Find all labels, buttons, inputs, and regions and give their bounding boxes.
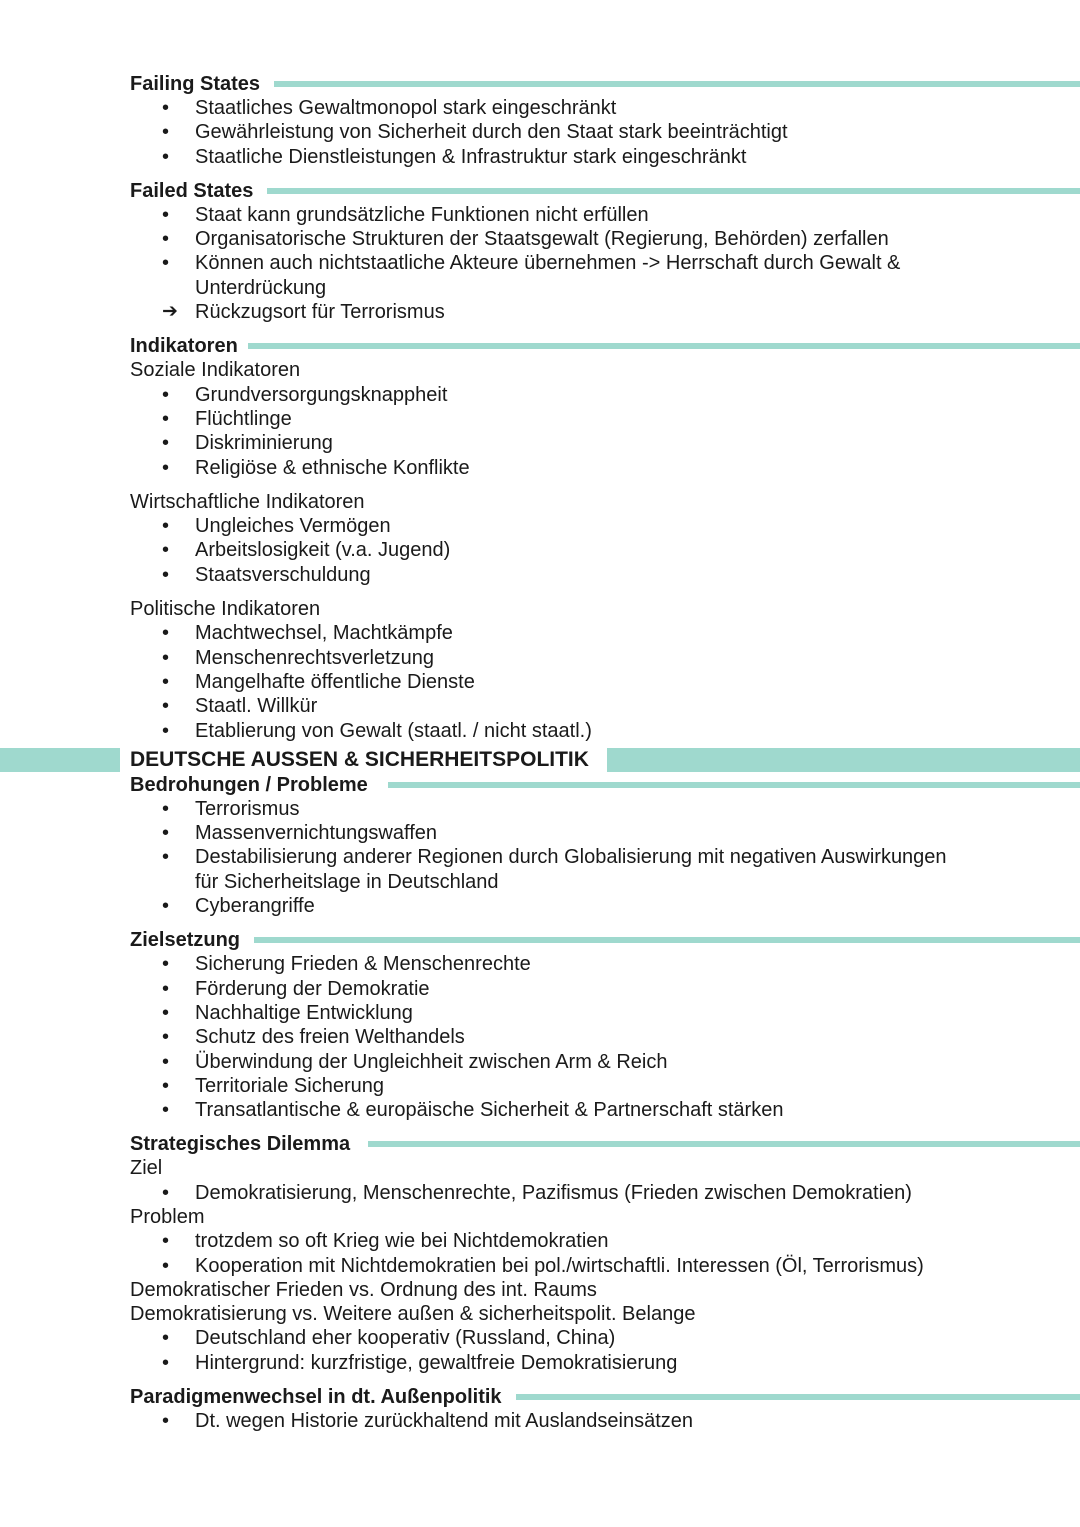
list-zielsetzung [0, 952, 1080, 1122]
list-item: • Demokratisierung, Menschenrechte, Pazifismus (Frieden zwischen Demokratien) [0, 1181, 1080, 1205]
list-item: • Territoriale Sicherung [0, 1074, 1080, 1098]
list-paradigmenwechsel [0, 1409, 1080, 1433]
list-item: • Überwindung der Ungleichheit zwischen Arm & Reich [0, 1050, 1080, 1074]
section-rule-right [607, 748, 1080, 772]
list-item: • Förderung der Demokratie [0, 977, 1080, 1001]
heading-failing-states: Failing States [0, 72, 1080, 96]
heading-rule [368, 1141, 1080, 1147]
list-failing-states [0, 96, 1080, 169]
list-item: • Mangelhafte öffentliche Dienste [0, 670, 1080, 694]
list-item: • Menschenrechtsverletzung [0, 646, 1080, 670]
list-item: • Schutz des freien Welthandels [0, 1025, 1080, 1049]
subheading-wirtschaftliche: Wirtschaftliche Indikatoren [130, 490, 365, 513]
heading-rule [516, 1394, 1080, 1400]
heading-paradigmenwechsel: Paradigmenwechsel in dt. Außenpolitik [0, 1385, 1080, 1409]
list-failed-states [0, 203, 1080, 324]
heading-failed-states: Failed States [0, 179, 1080, 203]
list-item: • Transatlantische & europäische Sicherheit & Partnerschaft stärken [0, 1098, 1080, 1122]
text-line: Demokratischer Frieden vs. Ordnung des int. Raums [130, 1278, 597, 1301]
heading-rule [388, 782, 1080, 788]
list-politische [0, 621, 1080, 742]
list-item: • Staatliches Gewaltmonopol stark eingeschränkt [0, 96, 1080, 120]
list-item: • Dt. wegen Historie zurückhaltend mit Auslandseinsätzen [0, 1409, 1080, 1433]
heading-rule [248, 343, 1080, 349]
heading-indikatoren: Indikatoren [0, 334, 1080, 358]
list-item: • Destabilisierung anderer Regionen durch Globalisierung mit negativen Auswirkungen für Sicherheitslage in Deutschland [0, 845, 1080, 894]
list-item: • Sicherung Frieden & Menschenrechte [0, 952, 1080, 976]
subheading-soziale: Soziale Indikatoren [130, 359, 301, 382]
heading-bedrohungen: Bedrohungen / Probleme [0, 773, 1080, 797]
heading-zielsetzung: Zielsetzung [0, 928, 1080, 952]
list-line2 [0, 1326, 1080, 1375]
list-ziel [0, 1181, 1080, 1205]
list-item: • Nachhaltige Entwicklung [0, 1001, 1080, 1025]
list-item: • Etablierung von Gewalt (staatl. / nicht staatl.) [0, 719, 1080, 743]
document-page [0, 72, 1080, 1433]
list-item: • Staatsverschuldung [0, 563, 1080, 587]
list-item: • Deutschland eher kooperativ (Russland, China) [0, 1326, 1080, 1350]
text-line: Demokratisierung vs. Weitere außen & sicherheitspolit. Belange [130, 1303, 696, 1326]
arrow-conclusion: ➔ Rückzugsort für Terrorismus [0, 300, 1080, 324]
heading-dilemma: Strategisches Dilemma [0, 1132, 1080, 1156]
list-item: • Gewährleistung von Sicherheit durch den Staat stark beeinträchtigt [0, 120, 1080, 144]
list-item: • Organisatorische Strukturen der Staatsgewalt (Regierung, Behörden) zerfallen [0, 227, 1080, 251]
heading-rule [254, 937, 1080, 943]
list-item: • trotzdem so oft Krieg wie bei Nichtdemokratien [0, 1229, 1080, 1253]
list-item: • Cyberangriffe [0, 894, 1080, 918]
label-problem: Problem [130, 1205, 205, 1228]
list-item: • Staatliche Dienstleistungen & Infrastruktur stark eingeschränkt [0, 145, 1080, 169]
list-item: • Diskriminierung [0, 431, 1080, 455]
list-item: • Machtwechsel, Machtkämpfe [0, 621, 1080, 645]
list-item: • Hintergrund: kurzfristige, gewaltfreie Demokratisierung [0, 1351, 1080, 1375]
list-soziale [0, 383, 1080, 480]
label-ziel: Ziel [130, 1157, 163, 1180]
section-rule-left [0, 748, 120, 772]
section-heading: DEUTSCHE AUSSEN & SICHERHEITSPOLITIK [0, 747, 1080, 773]
list-item: • Ungleiches Vermögen [0, 514, 1080, 538]
list-bedrohungen [0, 797, 1080, 918]
list-item: • Arbeitslosigkeit (v.a. Jugend) [0, 538, 1080, 562]
list-item: • Religiöse & ethnische Konflikte [0, 456, 1080, 480]
list-item: • Massenvernichtungswaffen [0, 821, 1080, 845]
list-item: • Staat kann grundsätzliche Funktionen nicht erfüllen [0, 203, 1080, 227]
list-item: • Terrorismus [0, 797, 1080, 821]
heading-rule [274, 81, 1080, 87]
list-item: • Staatl. Willkür [0, 694, 1080, 718]
list-problem [0, 1229, 1080, 1278]
list-item: • Grundversorgungsknappheit [0, 383, 1080, 407]
list-item: • Flüchtlinge [0, 407, 1080, 431]
list-item: • Können auch nichtstaatliche Akteure übernehmen -> Herrschaft durch Gewalt & Unterdrückung [0, 251, 1080, 300]
subheading-politische: Politische Indikatoren [130, 598, 321, 621]
heading-rule [267, 188, 1080, 194]
list-item: • Kooperation mit Nichtdemokratien bei pol./wirtschaftli. Interessen (Öl, Terrorismus) [0, 1254, 1080, 1278]
list-wirtschaftliche [0, 514, 1080, 587]
